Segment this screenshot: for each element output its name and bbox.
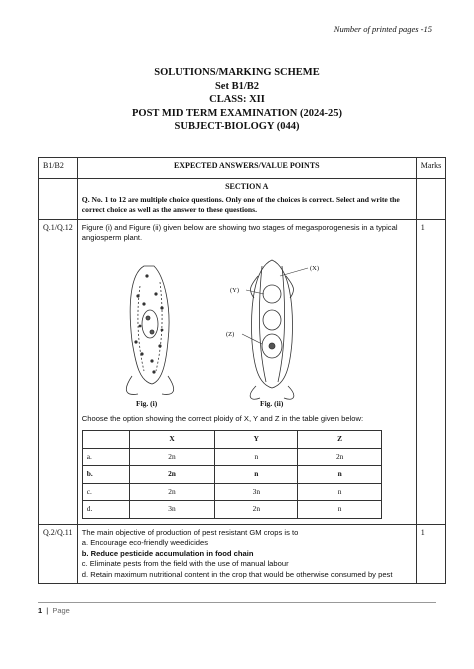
table-header-row — [39, 158, 446, 179]
table-row — [82, 501, 381, 519]
megasporogenesis-figure — [82, 246, 412, 410]
ploidy-cell: n — [298, 466, 381, 484]
ploidy-cell: n — [298, 501, 381, 519]
footer-divider — [38, 602, 436, 603]
section-instructions: Q. No. 1 to 12 are multiple choice questions. Only one of the choices is correct. Select and write the correct choice as well as the answer to these questions. — [81, 194, 400, 214]
label-y: (Y) — [229, 286, 239, 294]
set-line: Set B1/B2 — [214, 80, 260, 92]
table-row — [82, 448, 381, 466]
ploidy-cell: 2n — [215, 501, 298, 519]
exam-line: POST MID TERM EXAMINATION (2024-25) — [131, 107, 342, 119]
ploidy-header-x: X — [129, 431, 214, 449]
footer-separator: | — [46, 606, 49, 615]
ploidy-cell: 3n — [215, 483, 298, 501]
fig-i-caption: Fig. (i) — [135, 398, 158, 408]
page-number: 1 — [38, 606, 43, 615]
option-d: d. Retain maximum nutritional content in the crop that would be otherwise consumed by pest — [81, 569, 393, 579]
answer-table — [38, 157, 446, 584]
figure-area — [82, 246, 412, 410]
option-label: d. — [82, 501, 129, 519]
ploidy-cell: 2n — [129, 466, 214, 484]
label-x: (X) — [309, 264, 319, 272]
subject-line: SUBJECT-BIOLOGY (044) — [174, 121, 300, 132]
option-a: a. Encourage eco-friendly weedicides — [81, 538, 208, 547]
section-title: SECTION A — [225, 182, 269, 191]
question-instruction: Choose the option showing the correct ploidy of X, Y and Z in the table given below: — [81, 413, 364, 423]
ploidy-cell: n — [298, 483, 381, 501]
ploidy-cell: 2n — [129, 483, 214, 501]
question-marks: 1 — [416, 524, 445, 584]
page-word: Page — [52, 606, 70, 615]
printed-pages-note: Number of printed pages -15 — [333, 24, 432, 34]
ploidy-table-header — [82, 431, 381, 449]
header-answers: EXPECTED ANSWERS/VALUE POINTS — [77, 158, 416, 179]
ploidy-cell: 2n — [298, 448, 381, 466]
question-marks: 1 — [416, 219, 445, 524]
fig-ii-drawing — [250, 260, 294, 399]
question-text: The main objective of production of pest resistant GM crops is to — [81, 527, 299, 537]
header-set: B1/B2 — [39, 158, 78, 179]
title-line: SOLUTIONS/MARKING SCHEME — [154, 67, 320, 78]
page-footer — [38, 606, 70, 615]
title-block — [0, 66, 474, 134]
ploidy-cell: n — [215, 448, 298, 466]
option-label: b. — [82, 466, 129, 484]
question-number: Q.1/Q.12 — [39, 219, 78, 524]
ploidy-cell: 3n — [129, 501, 214, 519]
ploidy-cell: n — [215, 466, 298, 484]
fig-ii-caption: Fig. (ii) — [259, 398, 284, 408]
fig-i-drawing — [126, 266, 173, 394]
question-number: Q.2/Q.11 — [39, 524, 78, 584]
question-text: Figure (i) and Figure (ii) given below are showing two stages of megasporogenesis in a typical angiosperm plant. — [81, 222, 398, 242]
label-z: (Z) — [225, 330, 235, 338]
ploidy-header-y: Y — [215, 431, 298, 449]
section-row — [39, 179, 446, 220]
ploidy-header-z: Z — [298, 431, 381, 449]
question-row — [39, 219, 446, 524]
option-label: a. — [82, 448, 129, 466]
ploidy-cell: 2n — [129, 448, 214, 466]
option-b-correct: b. Reduce pesticide accumulation in food chain — [81, 548, 254, 558]
ploidy-header-blank — [82, 431, 129, 449]
option-label: c. — [82, 483, 129, 501]
table-row — [82, 483, 381, 501]
header-marks: Marks — [416, 158, 445, 179]
question-row — [39, 524, 446, 584]
option-c: c. Eliminate pests from the field with the use of manual labour — [81, 559, 289, 568]
table-row-correct — [82, 466, 381, 484]
ploidy-options-table — [82, 430, 382, 519]
class-line: CLASS: XII — [209, 94, 265, 105]
